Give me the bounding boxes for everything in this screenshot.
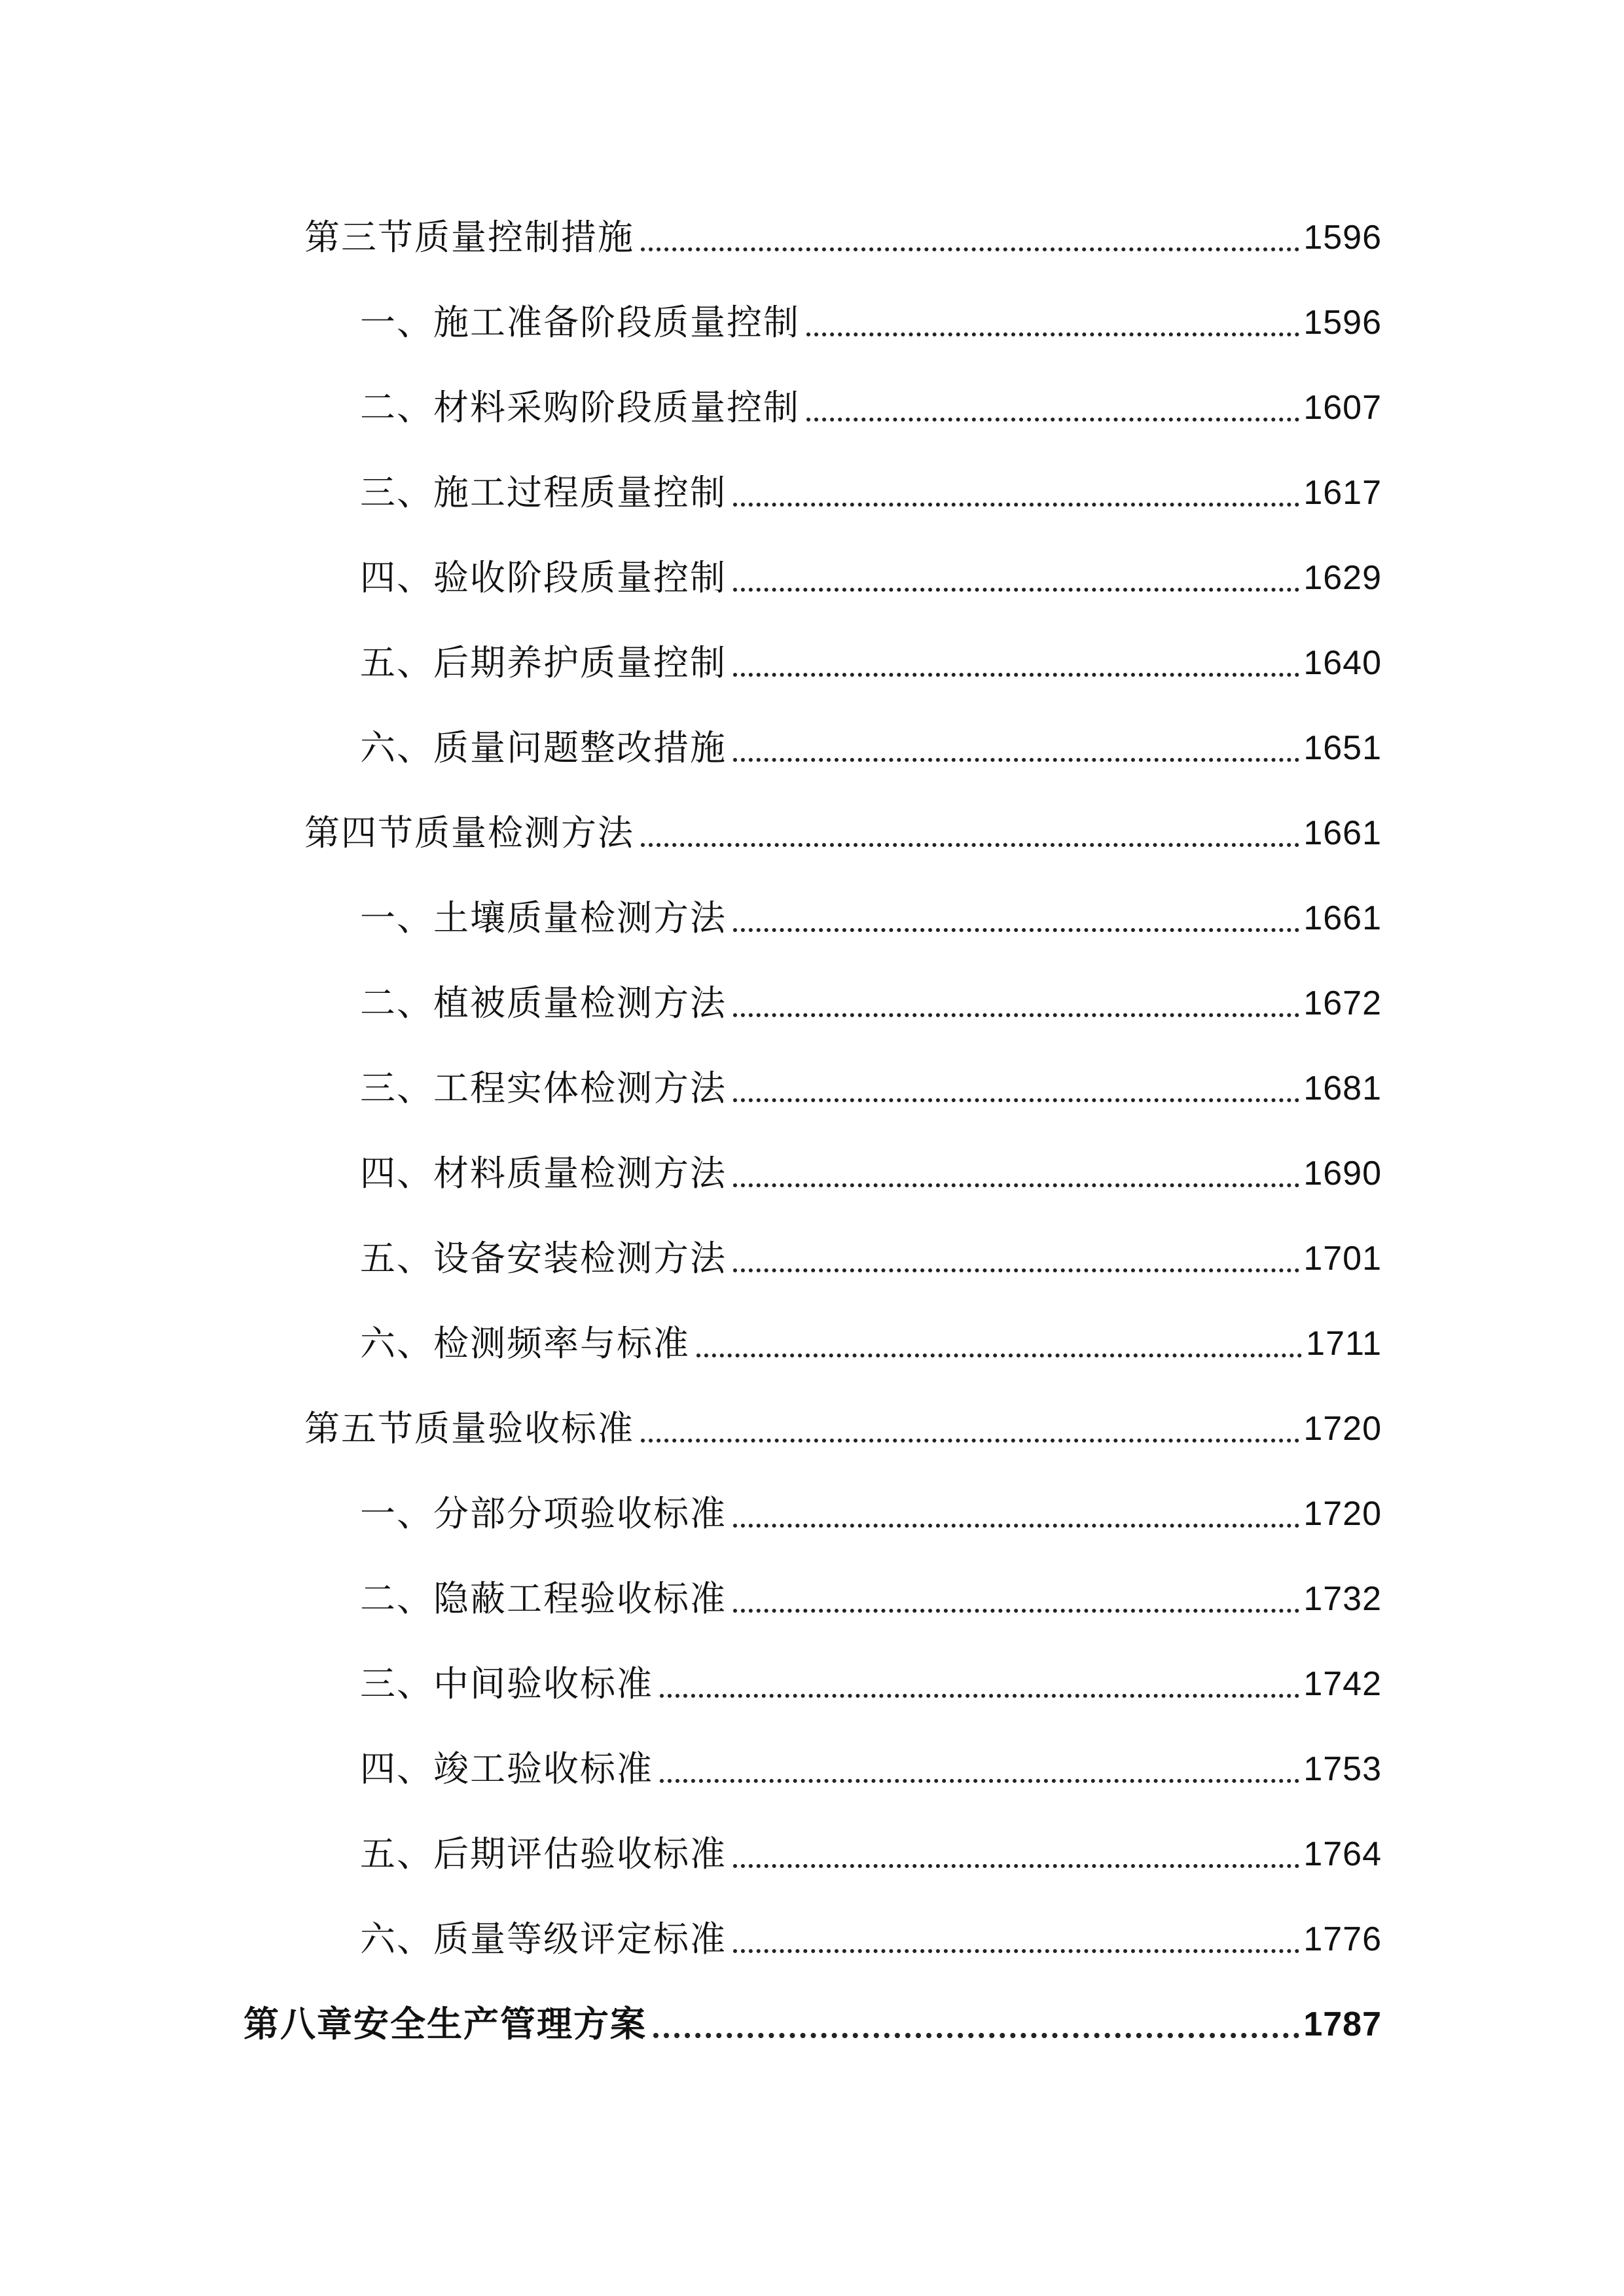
toc-entry-title: 二、植被质量检测方法 xyxy=(360,982,727,1024)
toc-dot-leader xyxy=(641,1399,1299,1458)
toc-entry-page-number: 1672 xyxy=(1303,984,1382,1022)
toc-entry-title: 三、施工过程质量控制 xyxy=(360,472,727,513)
toc-entry-title: 一、分部分项验收标准 xyxy=(360,1493,727,1534)
toc-entry-title: 一、施工准备阶段质量控制 xyxy=(360,302,800,343)
toc-entry-title: 四、竣工验收标准 xyxy=(360,1748,653,1789)
toc-entry-page-number: 1753 xyxy=(1303,1750,1382,1788)
toc-entry-page-number: 1640 xyxy=(1303,644,1382,682)
toc-entry-page-number: 1651 xyxy=(1303,729,1382,767)
toc-entry-item[interactable] xyxy=(360,1229,1382,1288)
toc-entry-title: 五、后期养护质量控制 xyxy=(360,642,727,683)
toc-entry-page-number: 1596 xyxy=(1303,304,1382,342)
toc-entry-page-number: 1596 xyxy=(1303,219,1382,257)
toc-dot-leader xyxy=(733,974,1299,1033)
toc-entry-page-number: 1720 xyxy=(1303,1495,1382,1533)
toc-entry-page-number: 1720 xyxy=(1303,1410,1382,1448)
toc-entry-item[interactable] xyxy=(360,1314,1382,1373)
toc-entry-page-number: 1787 xyxy=(1303,2005,1382,2043)
toc-dot-leader xyxy=(733,548,1299,607)
toc-dot-leader xyxy=(733,1229,1299,1288)
toc-entry-section-4[interactable] xyxy=(304,804,1382,863)
toc-dot-leader xyxy=(806,293,1299,352)
toc-dot-leader xyxy=(696,1314,1302,1373)
toc-dot-leader xyxy=(660,1740,1299,1799)
toc-entry-item[interactable] xyxy=(360,1570,1382,1628)
toc-dot-leader xyxy=(733,634,1299,692)
toc-entry-page-number: 1711 xyxy=(1306,1325,1382,1363)
toc-dot-leader xyxy=(653,1995,1299,2054)
toc-entry-chapter-8[interactable] xyxy=(244,1995,1382,2054)
toc-entry-item[interactable] xyxy=(360,378,1382,437)
toc-entry-title: 第五节质量验收标准 xyxy=(304,1408,634,1449)
toc-entry-title: 四、验收阶段质量控制 xyxy=(360,557,727,598)
toc-dot-leader xyxy=(733,889,1299,948)
toc-entry-section-5[interactable] xyxy=(304,1399,1382,1458)
toc-entry-page-number: 1681 xyxy=(1303,1069,1382,1107)
toc-entry-item[interactable] xyxy=(360,1655,1382,1713)
toc-entry-title: 六、检测频率与标准 xyxy=(360,1323,690,1364)
toc-dot-leader xyxy=(733,1570,1299,1628)
toc-dot-leader xyxy=(806,378,1299,437)
toc-dot-leader xyxy=(733,1484,1299,1543)
toc-entry-item[interactable] xyxy=(360,1484,1382,1543)
toc-entry-page-number: 1617 xyxy=(1303,474,1382,512)
toc-entry-item[interactable] xyxy=(360,548,1382,607)
toc-entry-item[interactable] xyxy=(360,1144,1382,1203)
toc-entry-item[interactable] xyxy=(360,889,1382,948)
toc-entry-title: 六、质量等级评定标准 xyxy=(360,1918,727,1960)
toc-entry-item[interactable] xyxy=(360,1740,1382,1799)
toc-entry-title: 六、质量问题整改措施 xyxy=(360,727,727,768)
toc-entry-page-number: 1661 xyxy=(1303,814,1382,852)
toc-entry-page-number: 1629 xyxy=(1303,559,1382,597)
toc-entry-page-number: 1776 xyxy=(1303,1920,1382,1958)
toc-entry-page-number: 1661 xyxy=(1303,899,1382,937)
toc-entry-item[interactable] xyxy=(360,974,1382,1033)
toc-entry-title: 三、中间验收标准 xyxy=(360,1663,653,1704)
toc-dot-leader xyxy=(641,208,1299,267)
toc-entry-title: 二、隐蔽工程验收标准 xyxy=(360,1578,727,1619)
toc-entry-page-number: 1732 xyxy=(1303,1580,1382,1618)
toc-entry-title: 一、土壤质量检测方法 xyxy=(360,897,727,939)
toc-entry-title: 五、设备安装检测方法 xyxy=(360,1238,727,1279)
toc-dot-leader xyxy=(660,1655,1299,1713)
toc-entry-title: 二、材料采购阶段质量控制 xyxy=(360,387,800,428)
toc-entry-item[interactable] xyxy=(360,463,1382,522)
toc-entry-item[interactable] xyxy=(360,1825,1382,1884)
toc-entry-page-number: 1690 xyxy=(1303,1155,1382,1193)
toc-entry-item[interactable] xyxy=(360,293,1382,352)
toc-dot-leader xyxy=(733,719,1299,778)
toc-dot-leader xyxy=(733,1144,1299,1203)
toc-entry-page-number: 1764 xyxy=(1303,1835,1382,1873)
toc-entry-page-number: 1607 xyxy=(1303,389,1382,427)
toc-entry-item[interactable] xyxy=(360,1910,1382,1969)
toc-entry-item[interactable] xyxy=(360,634,1382,692)
toc-dot-leader xyxy=(733,1059,1299,1118)
toc-entry-item[interactable] xyxy=(360,719,1382,778)
toc-entry-title: 第八章安全生产管理方案 xyxy=(244,2003,647,2045)
toc-entry-section-3[interactable] xyxy=(304,208,1382,267)
toc-entry-title: 第三节质量控制措施 xyxy=(304,217,634,258)
toc-entry-item[interactable] xyxy=(360,1059,1382,1118)
toc-entry-page-number: 1742 xyxy=(1303,1665,1382,1703)
toc-entry-page-number: 1701 xyxy=(1303,1240,1382,1278)
toc-entry-title: 三、工程实体检测方法 xyxy=(360,1067,727,1109)
toc-dot-leader xyxy=(641,804,1299,863)
toc-dot-leader xyxy=(733,463,1299,522)
toc-entry-title: 第四节质量检测方法 xyxy=(304,812,634,853)
toc-entry-title: 五、后期评估验收标准 xyxy=(360,1833,727,1874)
toc-dot-leader xyxy=(733,1825,1299,1884)
toc-dot-leader xyxy=(733,1910,1299,1969)
toc-entry-title: 四、材料质量检测方法 xyxy=(360,1153,727,1194)
